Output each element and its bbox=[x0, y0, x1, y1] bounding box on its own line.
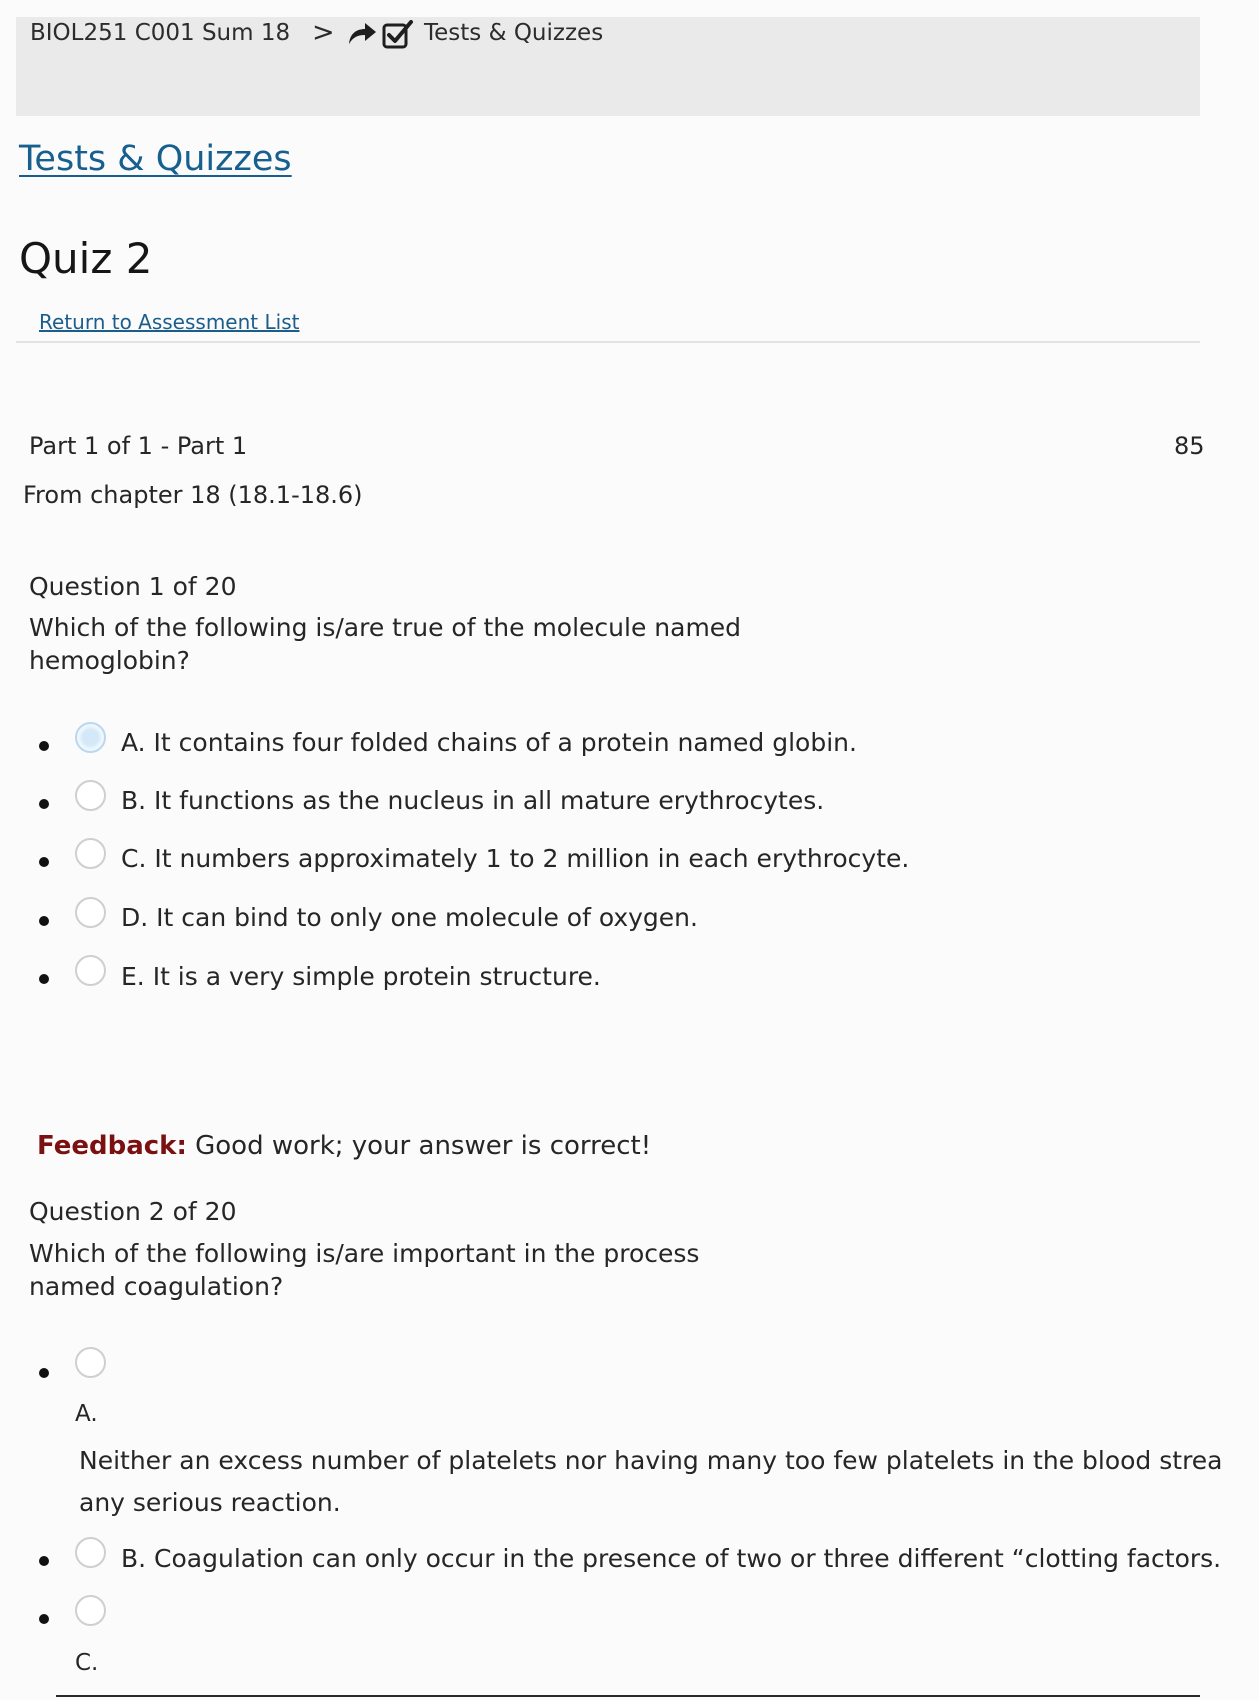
share-arrow-icon bbox=[346, 19, 378, 47]
option-label: E. It is a very simple protein structure. bbox=[121, 962, 601, 991]
option-label: C. It numbers approximately 1 to 2 million in each erythrocyte. bbox=[121, 844, 910, 873]
bullet-icon bbox=[39, 974, 49, 984]
return-to-assessment-list-link[interactable]: Return to Assessment List bbox=[39, 310, 300, 334]
breadcrumb bbox=[16, 17, 1200, 116]
question-text: Which of the following is/are true of the molecule named hemoglobin? bbox=[29, 613, 742, 675]
option-label: D. It can bind to only one molecule of oxygen. bbox=[121, 903, 698, 932]
option-letter: A. bbox=[75, 1401, 98, 1427]
option-label: A. It contains four folded chains of a protein named globin. bbox=[121, 728, 857, 757]
bullet-icon bbox=[39, 857, 49, 867]
bullet-icon bbox=[39, 1556, 49, 1566]
breadcrumb-separator-icon: > bbox=[312, 17, 335, 48]
breadcrumb-course[interactable]: BIOL251 C001 Sum 18 bbox=[30, 20, 291, 46]
option-label: Neither an excess number of platelets nor having many too few platelets in the blood strea any serious reaction. bbox=[79, 1446, 1223, 1517]
part-score: 85 bbox=[1174, 432, 1205, 460]
divider bbox=[56, 1695, 1200, 1697]
option-letter: C. bbox=[75, 1650, 99, 1676]
feedback-message bbox=[37, 1131, 651, 1161]
bullet-icon bbox=[39, 1614, 49, 1624]
divider bbox=[16, 341, 1200, 343]
radio-button-selected[interactable] bbox=[75, 722, 106, 753]
feedback-text: Good work; your answer is correct! bbox=[195, 1131, 652, 1161]
breadcrumb-tool[interactable]: Tests & Quizzes bbox=[424, 20, 604, 46]
question-number: Question 2 of 20 bbox=[29, 1197, 237, 1226]
bullet-icon bbox=[39, 799, 49, 809]
radio-button[interactable] bbox=[75, 955, 106, 986]
tool-title-link[interactable]: Tests & Quizzes bbox=[19, 139, 292, 179]
bullet-icon bbox=[39, 1368, 49, 1378]
question-text: Which of the following is/are important in the process named coagulation? bbox=[29, 1239, 700, 1301]
part-label: Part 1 of 1 - Part 1 bbox=[29, 432, 248, 460]
bullet-icon bbox=[39, 916, 49, 926]
radio-button[interactable] bbox=[75, 1537, 106, 1568]
part-description: From chapter 18 (18.1-18.6) bbox=[23, 481, 363, 509]
page-title: Quiz 2 bbox=[19, 234, 153, 283]
feedback-label: Feedback: bbox=[37, 1131, 187, 1161]
radio-button[interactable] bbox=[75, 780, 106, 811]
radio-button[interactable] bbox=[75, 1595, 106, 1626]
option-label: B. Coagulation can only occur in the presence of two or three different “clotting factors. bbox=[121, 1544, 1222, 1573]
radio-button[interactable] bbox=[75, 897, 106, 928]
question-number: Question 1 of 20 bbox=[29, 572, 237, 601]
radio-button[interactable] bbox=[75, 1347, 106, 1378]
bullet-icon bbox=[39, 741, 49, 751]
option-label: B. It functions as the nucleus in all mature erythrocytes. bbox=[121, 786, 825, 815]
checkbox-checked-icon bbox=[382, 19, 414, 49]
radio-button[interactable] bbox=[75, 838, 106, 869]
